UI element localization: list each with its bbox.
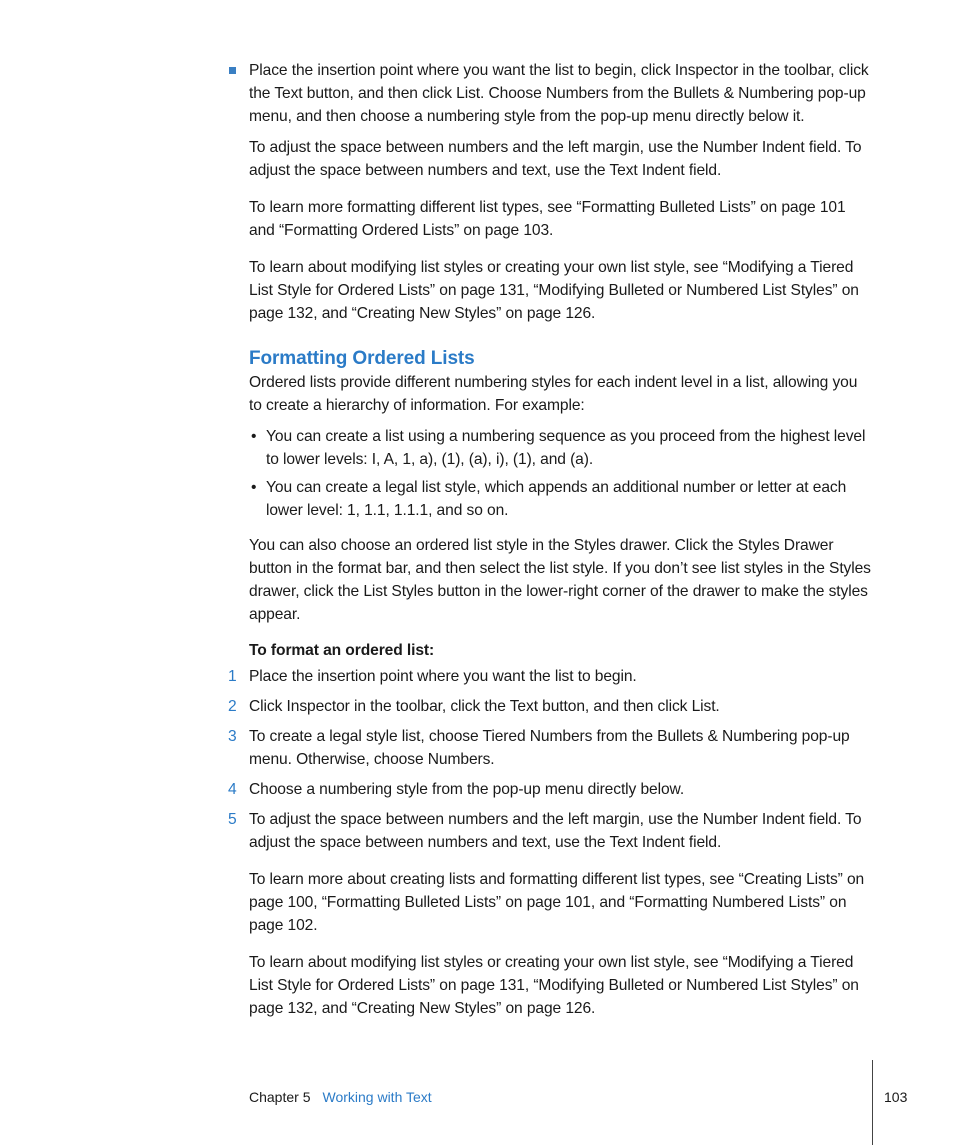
step-text: To adjust the space between numbers and the left margin, use the Number Indent field. To adjust the space between numbers and text, use the Text Indent field. [249,811,862,851]
chapter-title: Working with Text [322,1089,432,1105]
step-number: 2 [228,698,237,715]
step-item [228,778,874,801]
step-item [228,695,874,718]
chapter-label: Chapter 5 [249,1089,311,1105]
list-item-text: You can create a legal list style, which appends an additional number or letter at each lower level: 1, 1.1, 1.1.1, and so on. [266,479,847,519]
step-number: 1 [228,668,237,685]
list-item [249,476,874,522]
task-heading: To format an ordered list: [249,642,435,659]
step-item [228,665,874,688]
page-footer [249,1087,432,1107]
step-text: Choose a numbering style from the pop-up menu directly below. [249,781,685,798]
step-number: 5 [228,811,237,828]
learn-more-paragraph: To learn more about creating lists and formatting different list types, see “Creating Lists” on page 100, “Formatting Bulleted Lists” on page 101, and “Formatting Numbered Lists” on page 102. [249,871,865,934]
page-number-divider [872,1060,873,1145]
list-item-text: You can create a list using a numbering sequence as you proceed from the highest level to lower levels: I, A, 1, a), (1), (a), i), (1), and (a). [266,428,866,468]
intro-bullet-text: Place the insertion point where you want the list to begin, click Inspector in the toolbar, click the Text button, and then click List. Choose Numbers from the Bullets & Numbering pop-up menu, and then choose a numbering style from the pop-up menu directly below it. [249,62,869,125]
step-item [228,808,874,854]
main-content [228,59,874,1020]
step-text: To create a legal style list, choose Tiered Numbers from the Bullets & Numbering pop-up menu. Otherwise, choose Numbers. [249,728,850,768]
section-lead: Ordered lists provide different numbering styles for each indent level in a list, allowing you to create a hierarchy of information. For example: [249,374,858,414]
step-number: 4 [228,781,237,798]
indent-paragraph: To adjust the space between numbers and the left margin, use the Number Indent field. To adjust the space between numbers and text, use the Text Indent field. [249,139,862,179]
section-heading: Formatting Ordered Lists [249,348,475,369]
intro-bullet-item [249,59,874,128]
modify-styles-paragraph: To learn about modifying list styles or creating your own list style, see “Modifying a Tiered List Style for Ordered Lists” on page 131, “Modifying Bulleted or Numbered List Styles” on page 132, and “Creating New Styles” on page 126. [249,259,859,322]
list-item [249,425,874,471]
square-bullet-icon [229,67,236,74]
modify-styles-paragraph-2: To learn about modifying list styles or creating your own list style, see “Modifying a Tiered List Style for Ordered Lists” on page 131, “Modifying Bulleted or Numbered List Styles” on page 132, and “Creating New Styles” on page 126. [249,954,859,1017]
step-text: Click Inspector in the toolbar, click the Text button, and then click List. [249,698,720,715]
bullet-dot-icon: • [251,428,257,445]
styles-drawer-paragraph: You can also choose an ordered list style in the Styles drawer. Click the Styles Drawer button in the format bar, and then select the list style. If you don’t see list styles in the Styles drawer, click the List Styles button in the lower-right corner of the drawer to make the styles appear. [249,537,871,623]
bullet-dot-icon: • [251,479,257,496]
step-text: Place the insertion point where you want the list to begin. [249,668,637,685]
step-item [228,725,874,771]
page-number: 103 [884,1089,908,1105]
see-also-paragraph: To learn more formatting different list types, see “Formatting Bulleted Lists” on page 101 and “Formatting Ordered Lists” on page 103. [249,199,846,239]
step-number: 3 [228,728,237,745]
